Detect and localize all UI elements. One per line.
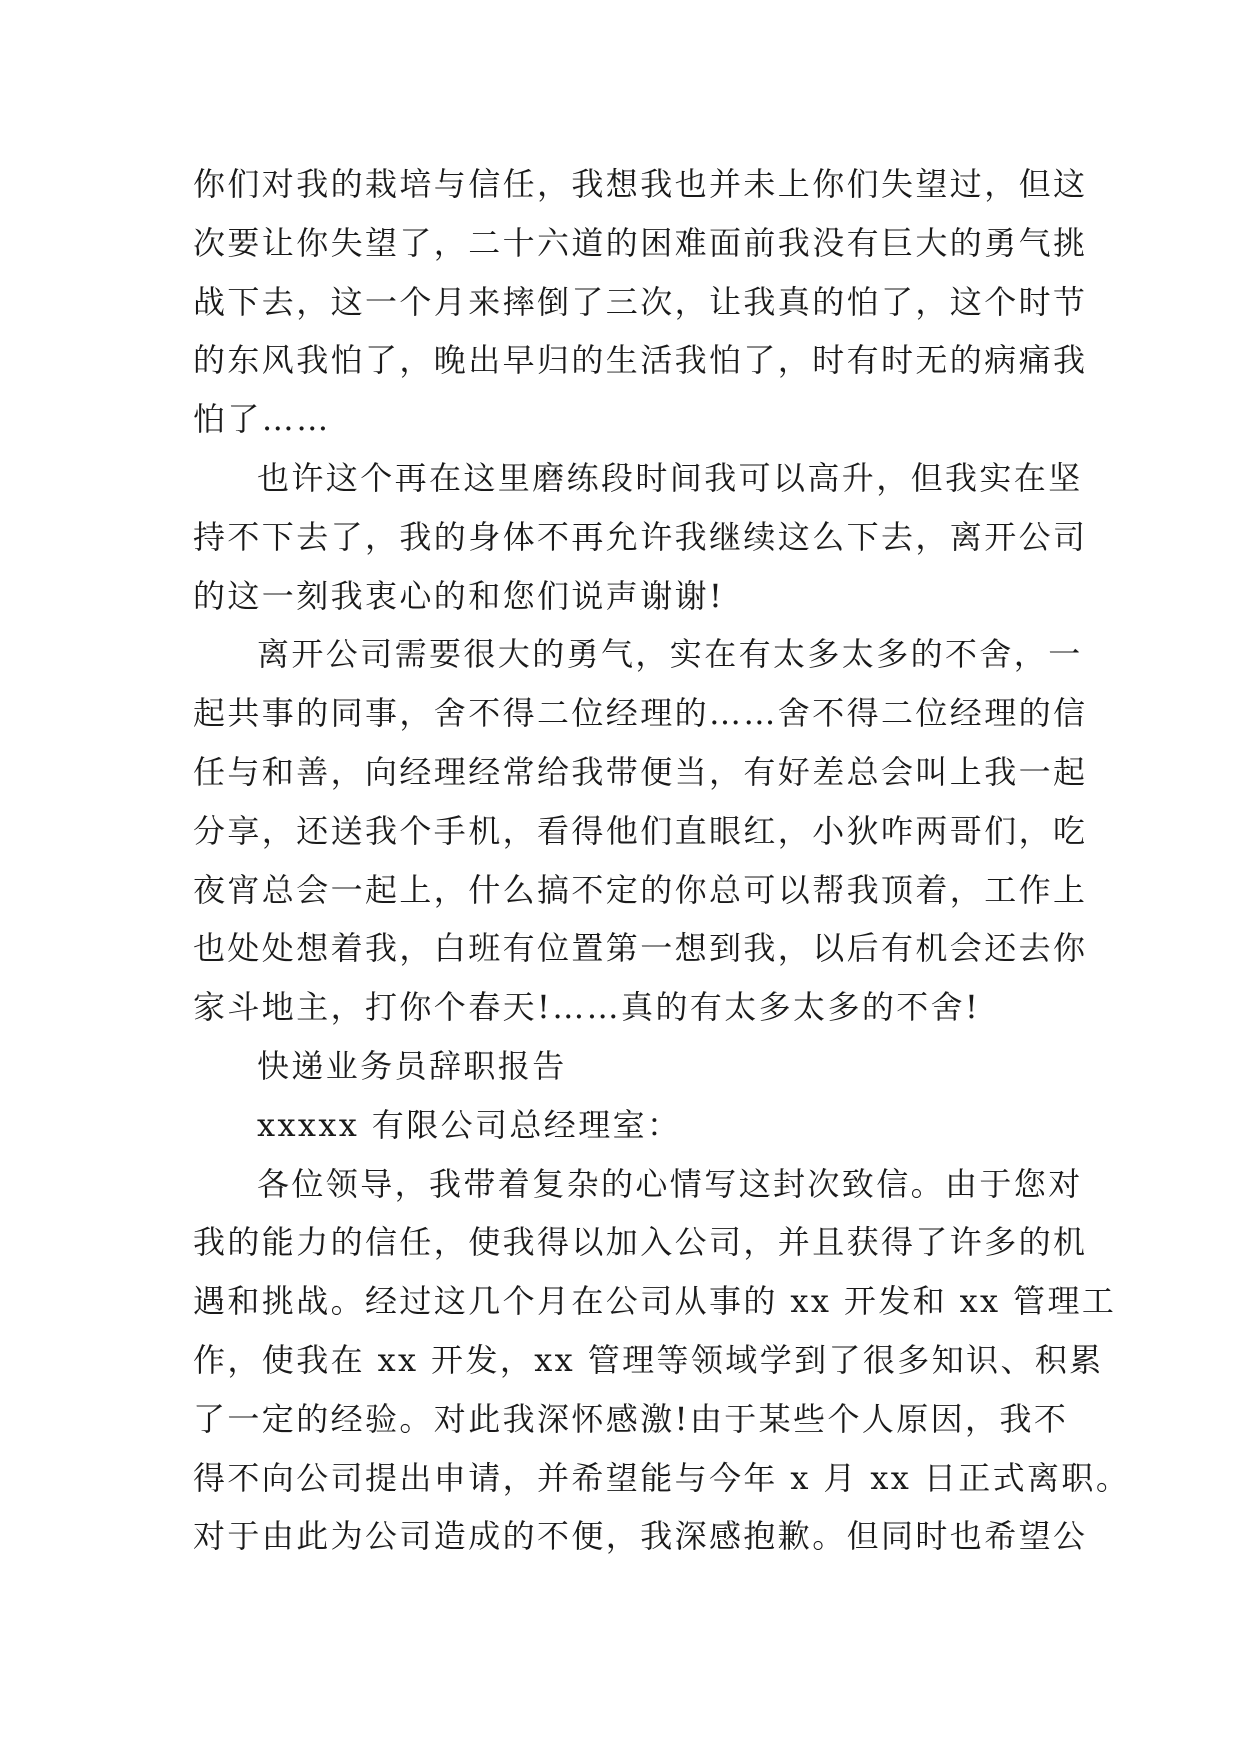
text-line: 的这一刻我衷心的和您们说声谢谢! bbox=[193, 576, 725, 615]
text-line: 战下去，这一个月来摔倒了三次，让我真的怕了，这个时节 bbox=[193, 282, 1088, 321]
text-line: 离开公司需要很大的勇气，实在有太多太多的不舍，一 bbox=[257, 635, 1083, 674]
text-line: 我的能力的信任，使我得以加入公司，并且获得了许多的机 bbox=[193, 1223, 1088, 1262]
text-line: 你们对我的栽培与信任，我想我也并未上你们失望过，但这 bbox=[193, 165, 1088, 203]
text-line: 怕了…… bbox=[193, 400, 331, 439]
document-body bbox=[193, 155, 1131, 1566]
text-line: 也许这个再在这里磨练段时间我可以高升，但我实在坚 bbox=[257, 458, 1083, 497]
text-line: 各位领导，我带着复杂的心情写这封次致信。由于您对 bbox=[257, 1164, 1083, 1203]
text-line: 作，使我在 xx 开发，xx 管理等领域学到了很多知识、积累 bbox=[193, 1340, 1104, 1379]
text-line: 分享，还送我个手机，看得他们直眼红，小狄咋两哥们，吃 bbox=[193, 811, 1088, 850]
text-line: 持不下去了，我的身体不再允许我继续这么下去，离开公司 bbox=[193, 517, 1088, 556]
text-line: 遇和挑战。经过这几个月在公司从事的 xx 开发和 xx 管理工 bbox=[193, 1282, 1117, 1321]
text-line: 的东风我怕了，晚出早归的生活我怕了，时有时无的病痛我 bbox=[193, 341, 1088, 380]
text-line: 也处处想着我，白班有位置第一想到我，以后有机会还去你 bbox=[193, 929, 1088, 968]
text-line: 次要让你失望了，二十六道的困难面前我没有巨大的勇气挑 bbox=[193, 223, 1088, 262]
text-line: 夜宵总会一起上，什么搞不定的你总可以帮我顶着，工作上 bbox=[193, 870, 1088, 909]
text-line: 任与和善，向经理经常给我带便当，有好差总会叫上我一起 bbox=[193, 752, 1088, 791]
text-line: 得不向公司提出申请，并希望能与今年 x 月 xx 日正式离职。 bbox=[193, 1458, 1131, 1497]
text-line: 对于由此为公司造成的不便，我深感抱歉。但同时也希望公 bbox=[193, 1517, 1088, 1556]
text-line: 家斗地主，打你个春天!……真的有太多太多的不舍! bbox=[193, 988, 981, 1027]
text-line: 了一定的经验。对此我深怀感激!由于某些个人原因，我不 bbox=[193, 1399, 1069, 1438]
section-heading: 快递业务员辞职报告 bbox=[257, 1046, 567, 1085]
addressee-line: xxxxx 有限公司总经理室： bbox=[257, 1105, 682, 1144]
text-line: 起共事的同事，舍不得二位经理的……舍不得二位经理的信 bbox=[193, 694, 1088, 733]
